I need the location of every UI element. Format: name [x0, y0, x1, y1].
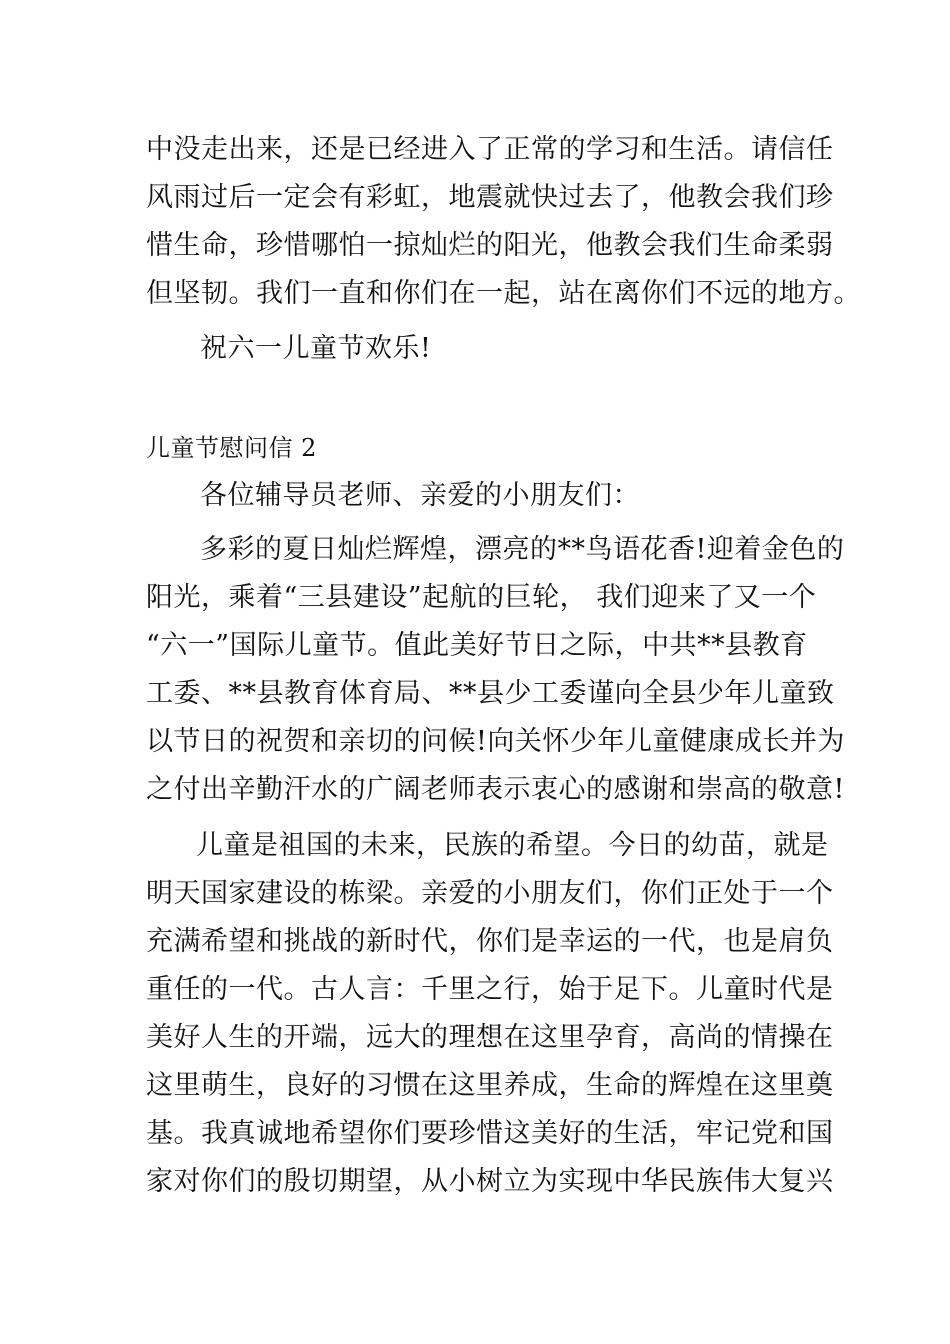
text-line: 之付出辛勤汗水的广阔老师表示衷心的感谢和崇高的敬意!: [146, 774, 845, 805]
text-line: 中没走出来，还是已经进入了正常的学习和生活。请信任: [146, 134, 834, 165]
text-line: 明天国家建设的栋梁。亲爱的小朋友们，你们正处于一个: [146, 878, 834, 909]
text-line: 以节日的祝贺和亲切的问候!向关怀少年儿童健康成长并为: [146, 726, 845, 757]
closing-wish: 祝六一儿童节欢乐!: [200, 333, 432, 364]
text-line: 美好人生的开端，远大的理想在这里孕育，高尚的情操在: [146, 1022, 834, 1053]
text-line: 风雨过后一定会有彩虹，地震就快过去了，他教会我们珍: [146, 182, 834, 213]
text-line: 多彩的夏日灿烂辉煌，漂亮的**鸟语花香!迎着金色的: [200, 534, 845, 565]
text-line: 阳光，乘着“三县建设”起航的巨轮， 我们迎来了又一个: [146, 582, 817, 613]
text-line: 儿童是祖国的未来，民族的希望。今日的幼苗，就是: [196, 830, 829, 861]
text-line: 家对你们的殷切期望，从小树立为实现中华民族伟大复兴: [146, 1166, 834, 1197]
text-line: 这里萌生，良好的习惯在这里养成，生命的辉煌在这里奠: [146, 1070, 834, 1101]
section-title: 儿童节慰问信 2: [146, 434, 317, 462]
text-line: 重任的一代。古人言：千里之行，始于足下。儿童时代是: [146, 974, 834, 1005]
text-line: 充满希望和挑战的新时代，你们是幸运的一代，也是肩负: [146, 926, 834, 957]
text-line: 但坚韧。我们一直和你们在一起，站在离你们不远的地方。: [146, 278, 861, 309]
salutation: 各位辅导员老师、亲爱的小朋友们：: [200, 480, 640, 511]
text-line: 惜生命，珍惜哪怕一掠灿烂的阳光，他教会我们生命柔弱: [146, 230, 834, 261]
text-line: 工委、**县教育体育局、**县少工委谨向全县少年儿童致: [146, 678, 835, 709]
text-line: 基。我真诚地希望你们要珍惜这美好的生活，牢记党和国: [146, 1118, 834, 1149]
text-line: “六一”国际儿童节。值此美好节日之际，中共**县教育: [146, 630, 808, 661]
